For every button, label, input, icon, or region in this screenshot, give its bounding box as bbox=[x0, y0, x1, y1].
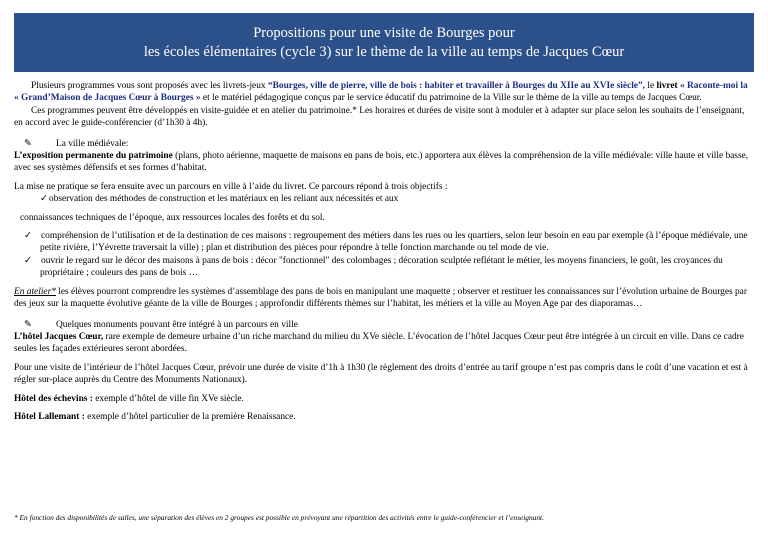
banner-title-line-2: les écoles élémentaires (cycle 3) sur le thème de la ville au temps de Jacques Cœur bbox=[143, 44, 625, 60]
banner-title-line-1: Propositions pour une visite de Bourges pour bbox=[253, 25, 515, 41]
section-heading-ville-medievale bbox=[14, 138, 754, 150]
atelier-label: En atelier* bbox=[14, 286, 56, 297]
hotel-lallemant-label: Hôtel Lallemant : bbox=[14, 411, 85, 422]
intro-text-end: et le matériel pédagogique conçus par le service éducatif du patrimoine de la Ville sur le thème de la ville au temps de Jacques Cœur. bbox=[200, 93, 702, 104]
programmes-paragraph: Ces programmes peuvent être développés en visite-guidée et en atelier du patrimoine.* Les horaires et durées de visite sont à moduler et à adapter sur place selon les souhaits de l’enseignant, en accord avec le guide-conférencier (d’1h30 à 4h). bbox=[14, 105, 745, 129]
hotel-lallemant-paragraph bbox=[14, 411, 754, 423]
intro-text: Plusieurs programmes vous sont proposés avec les livrets-jeux bbox=[31, 81, 268, 91]
checkmark-icon: ✓ bbox=[40, 194, 48, 205]
pencil-icon: ✎ bbox=[24, 138, 32, 149]
objective-1-continued: connaissances techniques de l’époque, aux ressources locales des forêts et du sol. bbox=[20, 212, 325, 223]
intro-paragraph bbox=[14, 80, 754, 105]
atelier-text: les élèves pourront comprendre les systèmes d’assemblage des pans de bois en manipulant une maquette ; observer et restituer les connaissances sur l’évolution urbaine de Bourges par des jeux sur la maquette évolutive géante de la ville de Bourges ; approfondir différents thèmes sur l’habitat, les métiers et la ville au Moyen Age par des diaporamas… bbox=[14, 286, 747, 310]
objective-1 bbox=[14, 193, 754, 205]
hotel-echevins-label: Hôtel des échevins : bbox=[14, 393, 93, 404]
visite-interieur-paragraph: Pour une visite de l’intérieur de l’hôtel Jacques Cœur, prévoir une durée de visite d’1h à 1h30 (le règlement des droits d’entrée au tarif groupe n’est pas compris dans le coût d’une vacation et est à régler sur-place auprès du Centre des Monuments Nationaux). bbox=[14, 362, 748, 386]
hotel-jacques-coeur-text: rare exemple de demeure urbaine d’un riche marchand du milieu du XVe siècle. L’évocation de l’hôtel Jacques Cœur peut être intégrée à un circuit en ville. Dans ce cadre seules les façades extérieures seront abordées. bbox=[14, 331, 744, 355]
hotel-jacques-coeur-label: L’hôtel Jacques Cœur, bbox=[14, 331, 104, 342]
exposition-paragraph bbox=[14, 150, 754, 175]
livret-label: livret bbox=[656, 81, 678, 91]
livret-title: « Raconte-moi la « Grand’Maison de Jacques Cœur à Bourges » bbox=[14, 81, 748, 104]
footnote: * En fonction des disponibilités de salles, une séparation des élèves en 2 groupes est possible en prévoyant une répartition des activités entre le guide-conférencier et l’enseignant. bbox=[14, 513, 544, 522]
section-title: La ville médiévale: bbox=[56, 138, 129, 149]
document-body bbox=[14, 80, 754, 423]
objective-3 bbox=[14, 255, 754, 280]
section-title: Quelques monuments pouvant être intégré à un parcours en ville bbox=[56, 319, 298, 330]
intro-text-joiner: le bbox=[645, 81, 657, 91]
objective-text: ouvrir le regard sur le décor des maisons à pans de bois : décor "fonctionnel" des colombages ; décoration sculptée reflétant le métier, les moyens financiers, le goût, les croyances du propriétaire ; couleurs des pans de bois … bbox=[40, 255, 723, 279]
livret-jeux-title: “Bourges, ville de pierre, ville de bois : habiter et travailler à Bourges du XIIe au XVIe siècle”, bbox=[267, 81, 645, 91]
checkmark-icon: ✓ bbox=[24, 231, 32, 242]
objective-2 bbox=[14, 230, 754, 255]
pencil-icon: ✎ bbox=[24, 319, 32, 330]
objective-text: compréhension de l’utilisation et de la destination de ces maisons : regroupement des métiers dans les rues ou les quartiers, selon leur besoin en eau par exemple (à l’époque médiévale, une petite rivière, l’Yévrette traversait la ville) ; plan et distribution des pièces pour répondre à telle fonction marchande ou tel mode de vie. bbox=[40, 231, 748, 254]
hotel-echevins-text: exemple d’hôtel de ville fin XVe siècle. bbox=[92, 393, 244, 404]
checkmark-icon: ✓ bbox=[24, 255, 32, 266]
hotel-lallemant-text: exemple d’hôtel particulier de la première Renaissance. bbox=[84, 411, 296, 422]
section-heading-monuments bbox=[14, 319, 754, 331]
exposition-text: (plans, photo aérienne, maquette de maisons en pans de bois, etc.) apportera aux élèves la compréhension de la ville médiévale: ville haute et ville basse, avec ses systèmes défensifs et ses formes d’habitat. bbox=[14, 151, 749, 174]
objective-text: observation des méthodes de construction et les matériaux en les reliant aux nécessités et aux bbox=[49, 194, 399, 205]
hotel-echevins-paragraph bbox=[14, 393, 754, 405]
title-banner bbox=[14, 13, 754, 72]
parcours-intro: La mise ne pratique se fera ensuite avec un parcours en ville à l’aide du livret. Ce parcours répond à trois objectifs : bbox=[14, 181, 448, 192]
exposition-label: L’exposition permanente du patrimoine bbox=[14, 151, 173, 162]
atelier-paragraph bbox=[14, 286, 754, 311]
hotel-jacques-coeur-paragraph bbox=[14, 331, 754, 356]
